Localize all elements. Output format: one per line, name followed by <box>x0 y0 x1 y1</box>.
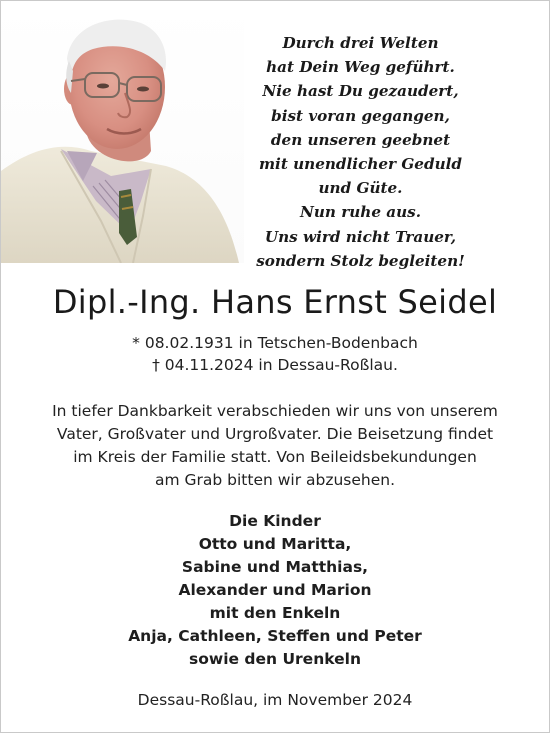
mourner-line: Sabine und Matthias, <box>181 558 369 576</box>
mourner-line: mit den Enkeln <box>209 604 341 622</box>
deceased-name: Dipl.-Ing. Hans Ernst Seidel <box>52 283 498 321</box>
mourner-line: Alexander und Marion <box>178 581 372 599</box>
death-date: † 04.11.2024 in Dessau-Roßlau. <box>152 356 398 374</box>
mourner-line: Otto und Maritta, <box>198 535 352 553</box>
poem-verse <box>244 31 477 273</box>
mourner-line: Die Kinder <box>229 512 321 530</box>
poem-line: Nie hast Du gezaudert, <box>262 82 459 101</box>
place-and-date: Dessau-Roßlau, im November 2024 <box>137 691 413 709</box>
message-line: Vater, Großvater und Urgroßvater. Die Beisetzung findet <box>56 425 494 443</box>
poem-line: bist voran gegangen, <box>271 106 450 125</box>
poem-line: sondern Stolz begleiten! <box>256 251 465 270</box>
farewell-message <box>1 400 549 492</box>
poem-line: und Güte. <box>318 179 403 198</box>
message-line: im Kreis der Familie statt. Von Beileidsbekundungen <box>73 448 477 466</box>
mourner-line: Anja, Cathleen, Steffen und Peter <box>128 627 422 645</box>
mourners-list <box>1 510 549 671</box>
poem-line: Durch drei Welten <box>282 34 439 52</box>
message-line: am Grab bitten wir abzusehen. <box>154 471 396 489</box>
poem-line: mit unendlicher Geduld <box>258 155 462 174</box>
portrait-photo <box>1 1 244 263</box>
mourner-line: sowie den Urenkeln <box>189 650 361 668</box>
birth-date: * 08.02.1931 in Tetschen-Bodenbach <box>132 334 418 352</box>
poem-line: den unseren geebnet <box>270 130 451 149</box>
message-line: In tiefer Dankbarkeit verabschieden wir uns von unserem <box>52 402 498 420</box>
poem-line: hat Dein Weg geführt. <box>266 58 455 77</box>
poem-line: Uns wird nicht Trauer, <box>264 227 457 246</box>
poem-line: Nun ruhe aus. <box>299 203 421 222</box>
life-dates <box>1 332 549 376</box>
